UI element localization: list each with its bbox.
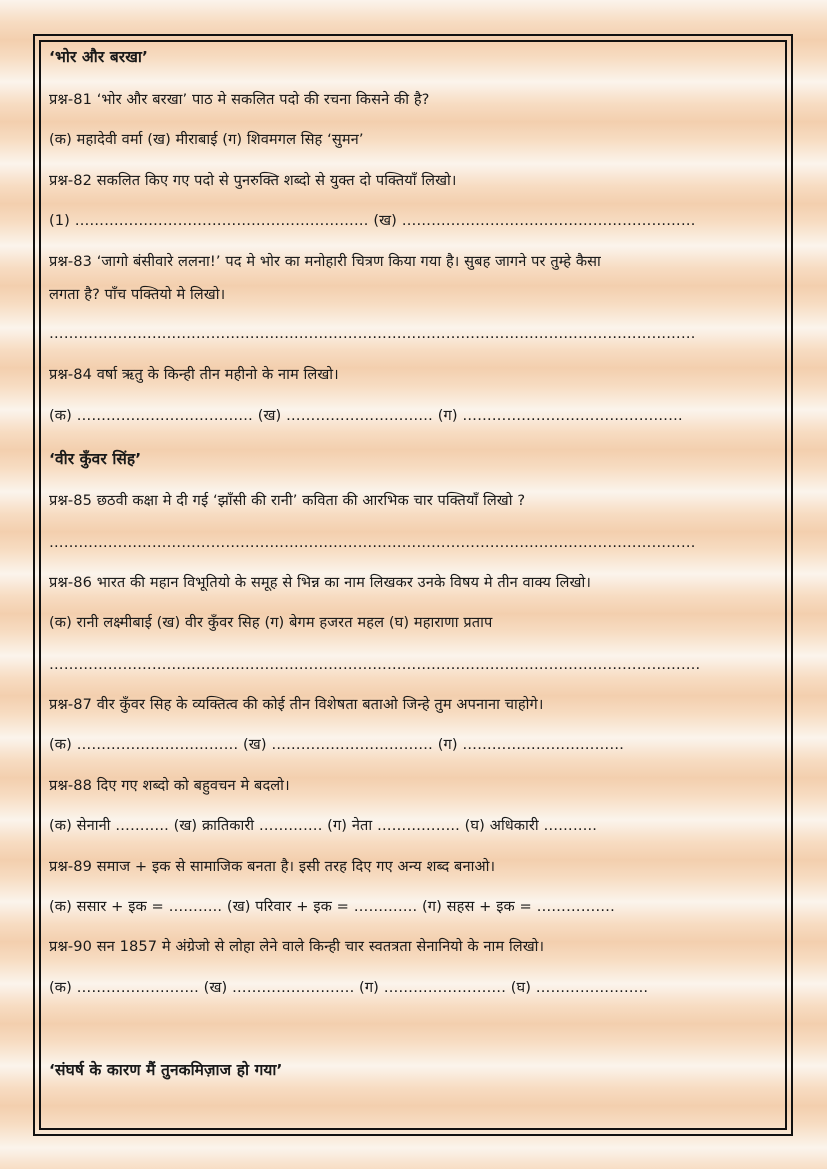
answer-blank: …………………………………………………………………………………………………………………… bbox=[49, 534, 696, 551]
section-heading: ‘भोर और बरखा’ bbox=[49, 48, 148, 66]
question-81: प्रश्न-81 ‘भोर और बरखा’ पाठ मे सकलित पदो की रचना किसने की है? bbox=[49, 91, 430, 108]
question-84: प्रश्न-84 वर्षा ऋतु के किन्ही तीन महीनो के नाम लिखो। bbox=[49, 366, 339, 383]
question-88-options: (क) सेनानी ……….. (ख) क्रातिकारी …………. (ग) नेता …………….. (घ) अधिकारी ……….. bbox=[49, 817, 598, 834]
answer-blank: (क) …………………………… (ख) …………………………… (ग) …………………………… bbox=[49, 736, 625, 753]
answer-blank: (1) …………………………………………………… (ख) …………………………………………………… bbox=[49, 212, 696, 229]
section-heading: ‘वीर कुँवर सिंह’ bbox=[49, 450, 142, 468]
section-heading: ‘संघर्ष के कारण मैं तुनकमिज़ाज हो गया’ bbox=[49, 1061, 283, 1079]
question-88: प्रश्न-88 दिए गए शब्दो को बहुवचन मे बदलो। bbox=[49, 777, 290, 794]
question-90: प्रश्न-90 सन 1857 मे अंग्रेजो से लोहा लेने वाले किन्ही चार स्वतत्रता सेनानियो के नाम लिखो। bbox=[49, 938, 545, 955]
question-87: प्रश्न-87 वीर कुँवर सिह के व्यक्तित्व की कोई तीन विशेषता बताओ जिन्हे तुम अपनाना चाहोगे। bbox=[49, 696, 544, 713]
question-86: प्रश्न-86 भारत की महान विभूतियो के समूह से भिन्न का नाम लिखकर उनके विषय मे तीन वाक्य लिखो। bbox=[49, 574, 591, 591]
question-83-cont: लगता है? पाँच पक्तियो मे लिखो। bbox=[49, 286, 226, 303]
answer-blank: ……………………………………………………………………………………………………………………. bbox=[49, 656, 701, 673]
question-85: प्रश्न-85 छठवी कक्षा मे दी गई ‘झाँसी की रानी’ कविता की आरभिक चार पक्तियाँ लिखो ? bbox=[49, 492, 526, 509]
answer-blank: (क) ……………………………… (ख) ………………………… (ग) ……………………………………… bbox=[49, 407, 683, 424]
question-86-options: (क) रानी लक्ष्मीबाई (ख) वीर कुँवर सिह (ग) बेगम हजरत महल (घ) महाराणा प्रताप bbox=[49, 614, 493, 631]
answer-blank: (क) ……………………. (ख) ……………………. (ग) ……………………. (घ) ………………….. bbox=[49, 979, 649, 996]
question-89-options: (क) ससार + इक = ……….. (ख) परिवार + इक = …………. (ग) सहस + इक = ……………. bbox=[49, 898, 615, 915]
question-89: प्रश्न-89 समाज + इक से सामाजिक बनता है। इसी तरह दिए गए अन्य शब्द बनाओ। bbox=[49, 858, 496, 875]
question-81-options: (क) महादेवी वर्मा (ख) मीराबाई (ग) शिवमगल सिह ‘सुमन’ bbox=[49, 131, 364, 148]
answer-blank: …………………………………………………………………………………………………………………… bbox=[49, 325, 696, 342]
question-83: प्रश्न-83 ‘जागो बंसीवारे ललना!’ पद मे भोर का मनोहारी चित्रण किया गया है। सुबह जागने पर तुम्हे कैसा bbox=[49, 253, 601, 270]
question-82: प्रश्न-82 सकलित किए गए पदो से पुनरुक्ति शब्दो से युक्त दो पक्तियाँ लिखो। bbox=[49, 172, 457, 189]
